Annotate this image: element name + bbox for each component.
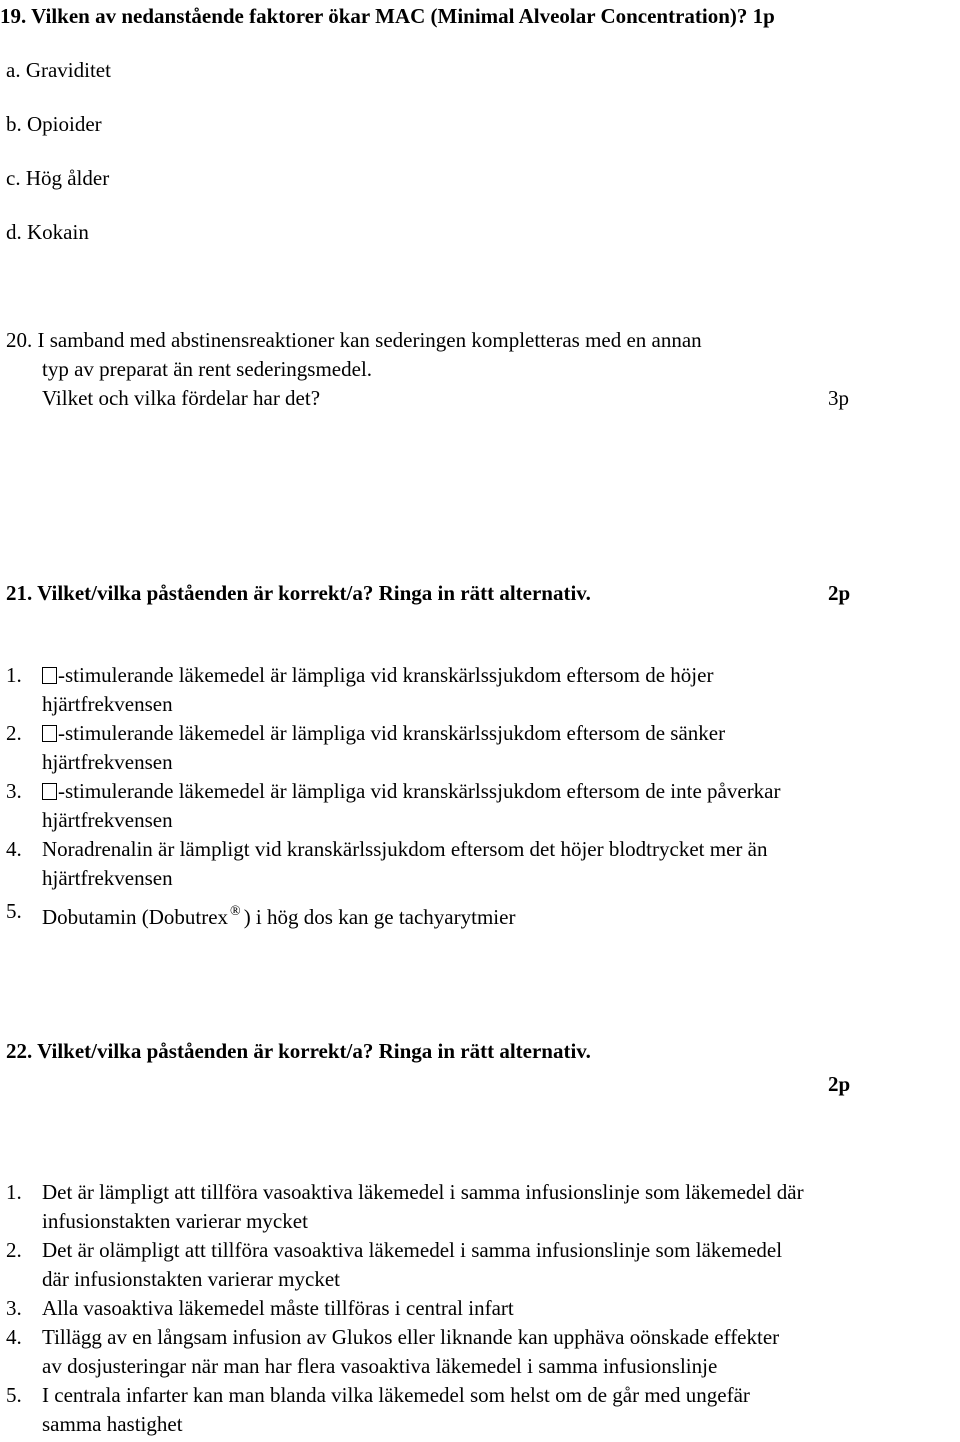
q21-item-3-text xyxy=(42,777,781,806)
q21-item-4-text: Noradrenalin är lämpligt vid kranskärlssjukdom eftersom det höjer blodtrycket mer än xyxy=(42,837,768,861)
q19-option-c: c. Hög ålder xyxy=(6,166,110,190)
q21-item-3-continuation: hjärtfrekvensen xyxy=(42,808,173,832)
q21-item-5-text-b: ) i hög dos kan ge tachyarytmier xyxy=(243,905,516,929)
q19-option-a: a. Graviditet xyxy=(6,58,111,82)
q21-item-1-statement: -stimulerande läkemedel är lämpliga vid kranskärlssjukdom eftersom de höjer xyxy=(58,663,714,687)
q21-item-1-number: 1. xyxy=(6,663,22,687)
q21-item-1-text xyxy=(42,661,713,690)
q22-item-5-text: I centrala infarter kan man blanda vilka läkemedel som helst om de går med ungefär xyxy=(42,1383,750,1407)
q20-points: 3p xyxy=(828,386,849,410)
q22-item-4-number: 4. xyxy=(6,1325,22,1349)
missing-glyph-box-icon xyxy=(42,667,57,684)
q22-item-5-number: 5. xyxy=(6,1383,22,1407)
q22-item-3-number: 3. xyxy=(6,1296,22,1320)
q22-item-4-text: Tillägg av en långsam infusion av Glukos eller liknande kan upphäva oönskade effekter xyxy=(42,1325,780,1349)
q19-option-b: b. Opioider xyxy=(6,112,102,136)
q22-points: 2p xyxy=(828,1072,851,1096)
q21-item-5-text-a: Dobutamin (Dobutrex xyxy=(42,905,229,929)
q22-item-1-number: 1. xyxy=(6,1180,22,1204)
registered-trademark-icon: ® xyxy=(230,904,241,919)
q21-item-5-number: 5. xyxy=(6,899,22,923)
q19-title: 19. Vilken av nedanstående faktorer ökar MAC (Minimal Alveolar Concentration)? 1p xyxy=(0,4,775,28)
q21-item-4-number: 4. xyxy=(6,837,22,861)
q22-item-3-text: Alla vasoaktiva läkemedel måste tillföras i central infart xyxy=(42,1296,514,1320)
q22-item-1-continuation: infusionstakten varierar mycket xyxy=(42,1209,308,1233)
q22-item-2-continuation: där infusionstakten varierar mycket xyxy=(42,1267,340,1291)
missing-glyph-box-icon xyxy=(42,783,57,800)
q22-item-4-continuation: av dosjusteringar när man har flera vasoaktiva läkemedel i samma infusionslinje xyxy=(42,1354,718,1378)
q21-points: 2p xyxy=(828,581,851,605)
q21-item-2-number: 2. xyxy=(6,721,22,745)
q21-item-2-statement: -stimulerande läkemedel är lämpliga vid kranskärlssjukdom eftersom de sänker xyxy=(58,721,726,745)
q22-item-5-continuation: samma hastighet xyxy=(42,1412,183,1436)
q22-title: 22. Vilket/vilka påståenden är korrekt/a? Ringa in rätt alternativ. xyxy=(6,1039,591,1063)
q21-item-2-text xyxy=(42,719,725,748)
q21-item-3-number: 3. xyxy=(6,779,22,803)
q20-line2: typ av preparat än rent sederingsmedel. xyxy=(42,357,373,381)
q22-item-2-number: 2. xyxy=(6,1238,22,1262)
q21-item-4-continuation: hjärtfrekvensen xyxy=(42,866,173,890)
q22-item-1-text: Det är lämpligt att tillföra vasoaktiva läkemedel i samma infusionslinje som läkemedel där xyxy=(42,1180,804,1204)
q21-item-5-text xyxy=(42,897,515,932)
q21-item-1-continuation: hjärtfrekvensen xyxy=(42,692,173,716)
q21-item-3-statement: -stimulerande läkemedel är lämpliga vid kranskärlssjukdom eftersom de inte påverkar xyxy=(58,779,781,803)
q20-line1: 20. I samband med abstinensreaktioner kan sederingen kompletteras med en annan xyxy=(6,328,702,352)
q21-item-2-continuation: hjärtfrekvensen xyxy=(42,750,173,774)
q21-title: 21. Vilket/vilka påståenden är korrekt/a? Ringa in rätt alternativ. xyxy=(6,581,591,605)
q22-item-2-text: Det är olämpligt att tillföra vasoaktiva läkemedel i samma infusionslinje som läkemedel xyxy=(42,1238,783,1262)
q19-option-d: d. Kokain xyxy=(6,220,89,244)
q20-line3: Vilket och vilka fördelar har det? xyxy=(42,386,321,410)
missing-glyph-box-icon xyxy=(42,725,57,742)
